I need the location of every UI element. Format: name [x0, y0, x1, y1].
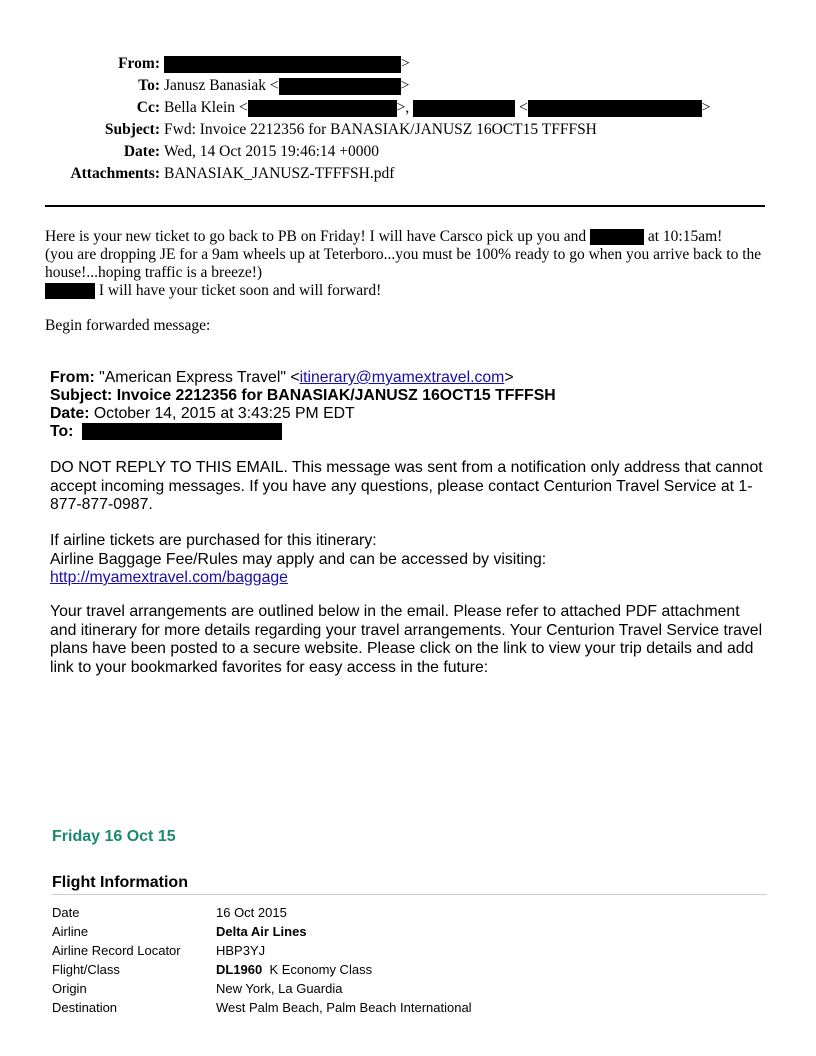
baggage-line-1: If airline tickets are purchased for this itinerary: — [50, 532, 377, 549]
section-divider — [52, 894, 767, 895]
flight-info-table — [52, 903, 472, 1017]
day-heading: Friday 16 Oct 15 — [52, 828, 176, 845]
fwd-subject-value: Invoice 2212356 for BANASIAK/JANUSZ 16OCT15 TFFFSH — [112, 387, 556, 404]
table-row — [52, 922, 472, 941]
fwd-to-label: To: — [50, 423, 74, 440]
attachment-link[interactable]: BANASIAK_JANUSZ-TFFFSH.pdf — [164, 165, 395, 182]
fwd-from-row: From: "American Express Travel" <itinerary@myamextravel.com> — [50, 369, 514, 386]
row-label: Airline — [52, 924, 89, 939]
table-row — [52, 903, 472, 922]
redaction-block — [590, 229, 644, 245]
subject-value: Fwd: Invoice 2212356 for BANASIAK/JANUSZ 16OCT15 TFFFSH — [164, 121, 597, 138]
date-row — [0, 141, 816, 163]
fwd-from-email-link[interactable]: itinerary@myamextravel.com — [299, 369, 505, 386]
redaction-block — [82, 423, 282, 440]
from-row: From: > — [0, 53, 816, 75]
baggage-info — [50, 532, 770, 588]
table-row — [52, 998, 472, 1017]
row-value: K Economy Class — [262, 962, 373, 977]
row-value: HBP3YJ — [216, 943, 266, 958]
no-reply-notice: DO NOT REPLY TO THIS EMAIL. This message was sent from a notification only address that cannot accept incoming messages. If you have any questions, please contact Centurion Travel Service at 1-877-877-0987. — [50, 459, 763, 513]
redaction-block — [45, 283, 95, 299]
attachments-row — [0, 163, 816, 185]
flight-number: DL1960 — [216, 962, 263, 977]
table-row — [52, 960, 472, 979]
row-label: Flight/Class — [52, 962, 120, 977]
row-value: 16 Oct 2015 — [216, 905, 287, 920]
row-label: Origin — [52, 981, 87, 996]
redaction-block — [164, 56, 401, 73]
row-value: Delta Air Lines — [216, 924, 307, 939]
redaction-block — [279, 78, 401, 95]
flight-info-title: Flight Information — [52, 874, 188, 891]
baggage-line-2: Airline Baggage Fee/Rules may apply and can be accessed by visiting: — [50, 550, 547, 568]
fwd-date-row — [50, 405, 770, 423]
row-value: New York, La Guardia — [216, 981, 343, 996]
date-label: Date: — [123, 143, 160, 160]
row-label: Date — [52, 905, 80, 920]
header-divider — [45, 205, 765, 207]
fwd-subject-row — [50, 387, 770, 405]
arrangements-paragraph: Your travel arrangements are outlined below in the email. Please refer to attached PDF attachment and itinerary for more details regarding your travel arrangements. Your Centurion Travel Service travel plans have been posted to a secure website. Please click on the link to view your trip details and add link to your bookmarked favorites for easy access in the future: — [50, 603, 763, 676]
forwarded-header — [50, 369, 770, 441]
fwd-from-label: From: — [50, 369, 95, 386]
to-row: To: Janusz Banasiak < > — [0, 75, 816, 97]
row-value: West Palm Beach, Palm Beach International — [216, 1000, 472, 1015]
redaction-block — [413, 100, 515, 117]
fwd-to-row — [50, 423, 770, 441]
message-line-3: I will have your ticket soon and will forward! — [45, 282, 770, 300]
redaction-block — [248, 100, 397, 117]
fwd-subject-label: Subject: — [50, 387, 113, 404]
message-body — [45, 228, 770, 335]
redaction-block — [528, 100, 702, 117]
baggage-link[interactable]: http://myamextravel.com/baggage — [50, 569, 288, 586]
email-header — [0, 53, 816, 185]
cc-row: Cc: Bella Klein < >, < > — [0, 97, 816, 119]
subject-row — [0, 119, 816, 141]
to-label: To: — [138, 77, 160, 94]
cc-name: Bella Klein < — [164, 99, 248, 116]
fwd-date-label: Date: — [50, 405, 90, 422]
from-label: From: — [118, 55, 160, 72]
subject-label: Subject: — [104, 121, 160, 138]
begin-forwarded-label: Begin forwarded message: — [45, 317, 211, 334]
message-line-2: (you are dropping JE for a 9am wheels up at Teterboro...you must be 100% ready to go when you arrive back to the house!...hoping traffic is a breeze!) — [45, 246, 762, 281]
table-row — [52, 979, 472, 998]
table-row — [52, 941, 472, 960]
date-value: Wed, 14 Oct 2015 19:46:14 +0000 — [164, 143, 380, 160]
attachments-label: Attachments: — [70, 165, 160, 182]
fwd-date-value: October 14, 2015 at 3:43:25 PM EDT — [89, 405, 355, 422]
to-name: Janusz Banasiak < — [164, 77, 279, 94]
row-label: Destination — [52, 1000, 118, 1015]
message-line-1: Here is your new ticket to go back to PB on Friday! I will have Carsco pick up you and at 10:15am! — [45, 228, 723, 245]
row-label: Airline Record Locator — [52, 943, 181, 958]
cc-label: Cc: — [136, 99, 160, 116]
